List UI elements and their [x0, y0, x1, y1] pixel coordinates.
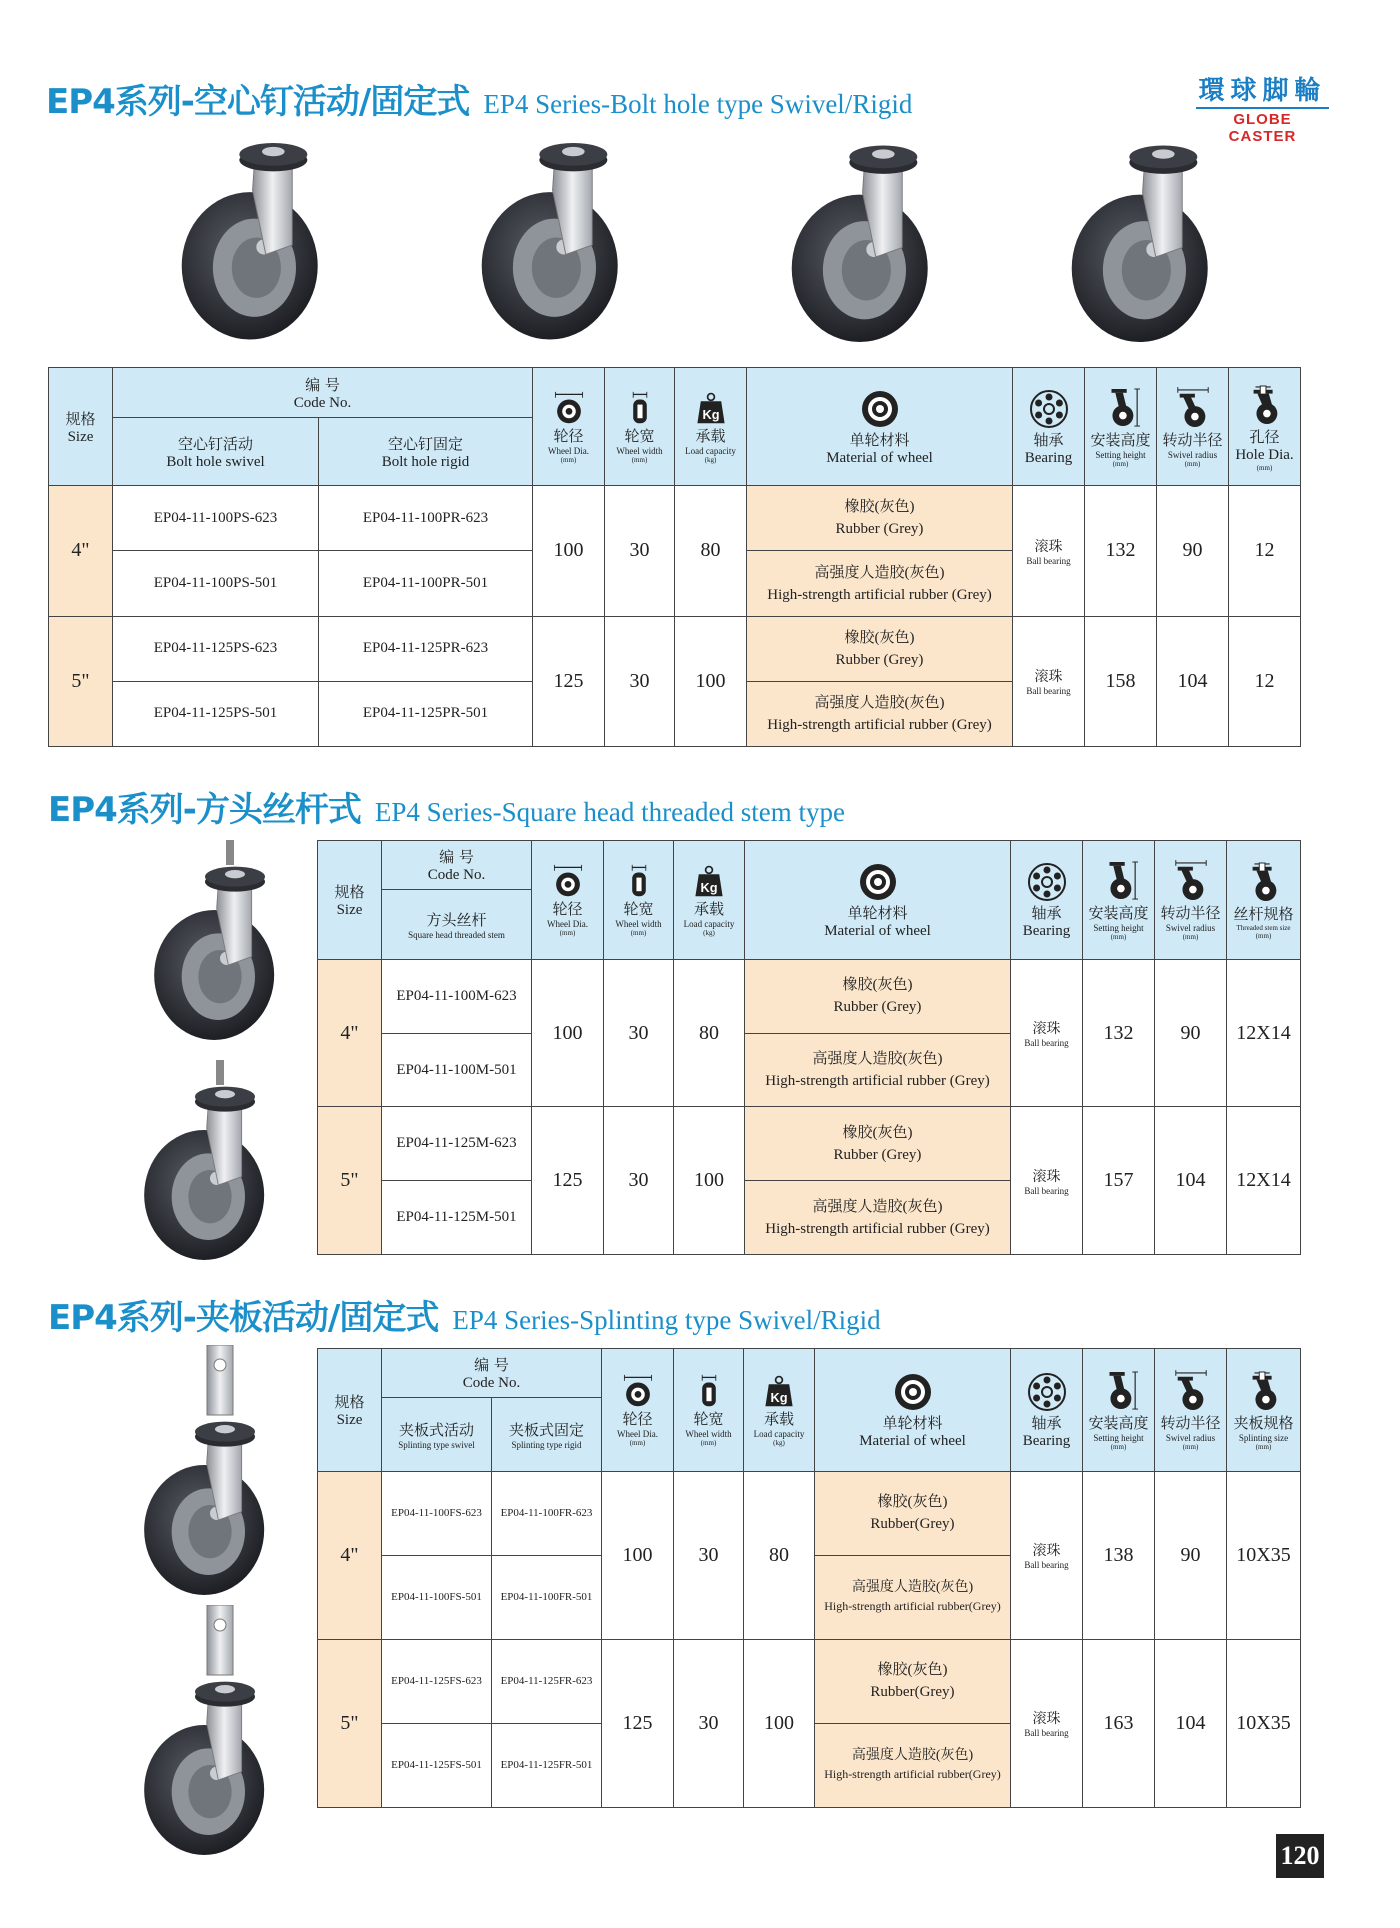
- header-load: [675, 368, 747, 486]
- load-cell: 100: [675, 616, 747, 746]
- wheel-width-icon: [622, 864, 656, 898]
- material-en: High-strength artificial rubber (Grey): [767, 716, 992, 733]
- header-mat-en: Material of wheel: [824, 922, 931, 939]
- header-col-a: [113, 418, 319, 486]
- material-cell: [815, 1471, 1011, 1555]
- bearing-cn: 滚珠: [1032, 1168, 1061, 1185]
- brand-logo: [1190, 70, 1335, 145]
- swivel-radius-cell: 90: [1155, 959, 1227, 1107]
- header-splint-cn: 夹板规格: [1233, 1414, 1294, 1433]
- code-cell: EP04-11-100PR-501: [319, 551, 533, 616]
- material-en: High-strength artificial rubber(Grey): [824, 1599, 1001, 1614]
- header-load-cn: 承载: [695, 427, 726, 446]
- size-cell: 5": [49, 616, 113, 746]
- caster-photo-bolt-1: [160, 130, 330, 345]
- hole-diameter-icon: [1246, 384, 1284, 426]
- bearing-cn: 滚珠: [1032, 1543, 1061, 1560]
- bearing-cell: [1011, 959, 1083, 1107]
- header-load-cn: 承载: [693, 900, 724, 919]
- material-cn: 高强度人造胶(灰色): [851, 1580, 974, 1596]
- header-dia-unit: (mm): [629, 1439, 646, 1448]
- wheel-width-icon: [623, 391, 657, 425]
- code-cell: EP04-11-125PS-501: [113, 681, 319, 746]
- material-en: Rubber (Grey): [835, 521, 924, 538]
- weight-kg-icon: [694, 391, 728, 425]
- header-stem-unit: (mm): [1255, 932, 1272, 941]
- table-row: [49, 616, 1301, 681]
- swivel-radius-icon: [1174, 387, 1212, 429]
- code-cell: EP04-11-100M-501: [382, 1033, 532, 1107]
- material-cn: 橡胶(灰色): [877, 1662, 948, 1679]
- swivel-radius-cell: 90: [1155, 1471, 1227, 1639]
- wheel-width-icon: [692, 1374, 726, 1408]
- material-en: Rubber(Grey): [870, 1684, 955, 1701]
- logo-en: GLOBE CASTER: [1228, 111, 1297, 145]
- header-col-a: [382, 1398, 492, 1472]
- material-cn: 橡胶(灰色): [842, 977, 913, 994]
- header-stem-cn: 丝杆规格: [1233, 905, 1294, 924]
- ball-bearing-icon: [1029, 389, 1069, 429]
- material-cn: 橡胶(灰色): [844, 629, 915, 646]
- section-3-title: [48, 1290, 881, 1339]
- header-col-a-cn: 夹板式活动: [398, 1421, 474, 1440]
- material-cn: 高强度人造胶(灰色): [812, 1198, 943, 1215]
- header-bearing: [1013, 368, 1085, 486]
- caster-photo-stem-1: [135, 840, 285, 1055]
- material-cell: [745, 959, 1011, 1033]
- header-stem-en: Threaded stem size: [1236, 924, 1291, 933]
- section-3-title-en: EP4 Series-Splinting type Swivel/Rigid: [452, 1305, 881, 1335]
- bearing-cn: 滚珠: [1034, 538, 1063, 555]
- wheel-diameter-icon: [551, 864, 585, 898]
- header-dia-cn: 轮径: [622, 1410, 653, 1429]
- header-bearing-en: Bearing: [1022, 1432, 1071, 1449]
- wheel-width-cell: 30: [674, 1471, 744, 1639]
- wheel-diameter-icon: [621, 1374, 655, 1408]
- load-cell: 80: [674, 959, 745, 1107]
- splint-size-cell: 10X35: [1227, 1471, 1301, 1639]
- size-cell: 4": [318, 1471, 382, 1639]
- section-2-title: [48, 782, 845, 831]
- header-splint-en: Splinting size: [1238, 1433, 1289, 1444]
- material-cn: 橡胶(灰色): [877, 1494, 948, 1511]
- caster-photo-bolt-3: [770, 135, 940, 345]
- section-3-title-cn: EP4系列-夹板活动/固定式: [48, 1298, 439, 1338]
- code-cell: EP04-11-100PS-623: [113, 486, 319, 551]
- header-wheel-width: [674, 1349, 744, 1472]
- header-load: [674, 841, 745, 960]
- header-bearing-en: Bearing: [1024, 449, 1073, 466]
- wheel-material-icon: [860, 389, 900, 429]
- wheel-dia-cell: 125: [602, 1639, 674, 1807]
- material-cell: [815, 1555, 1011, 1639]
- swivel-radius-cell: 104: [1157, 616, 1229, 746]
- wheel-width-cell: 30: [604, 1107, 674, 1255]
- material-cell: [745, 1107, 1011, 1181]
- material-cell: [815, 1639, 1011, 1723]
- section-1-title: [46, 74, 912, 123]
- header-load-en: Load capacity: [685, 446, 736, 457]
- swivel-radius-cell: 90: [1157, 486, 1229, 616]
- header-swr-en: Swivel radius: [1167, 450, 1218, 461]
- header-bearing-cn: 轴承: [1031, 1413, 1062, 1432]
- code-cell: EP04-11-100FS-501: [382, 1555, 492, 1639]
- header-size-en: Size: [336, 901, 363, 918]
- setting-height-cell: 132: [1085, 486, 1157, 616]
- header-col-b-en: Splinting type rigid: [511, 1440, 582, 1451]
- code-cell: EP04-11-125M-501: [382, 1181, 532, 1255]
- load-cell: 100: [744, 1639, 815, 1807]
- spec-table-splinting: [317, 1348, 1301, 1808]
- material-cell: [745, 1033, 1011, 1107]
- bearing-cn: 滚珠: [1034, 669, 1063, 686]
- ball-bearing-icon: [1027, 862, 1067, 902]
- bearing-cell: [1013, 486, 1085, 616]
- header-size-cn: 规格: [334, 1392, 365, 1411]
- header-set-cn: 安装高度: [1090, 431, 1151, 450]
- code-cell: EP04-11-125PR-501: [319, 681, 533, 746]
- header-code-cn: 编 号: [474, 1356, 509, 1375]
- header-col-b: [319, 418, 533, 486]
- header-swivel-radius: [1157, 368, 1229, 486]
- threaded-stem-icon: [1245, 861, 1283, 903]
- header-mat-cn: 单轮材料: [849, 430, 910, 449]
- caster-photo-bolt-2: [460, 130, 630, 345]
- header-width-unit: (mm): [631, 456, 648, 465]
- wheel-dia-cell: 100: [532, 959, 604, 1107]
- bearing-en: Ball bearing: [1024, 1185, 1069, 1196]
- wheel-width-cell: 30: [604, 959, 674, 1107]
- load-cell: 80: [744, 1471, 815, 1639]
- material-cn: 橡胶(灰色): [844, 499, 915, 516]
- header-wheel-dia: [533, 368, 605, 486]
- table-row: [318, 1639, 1301, 1723]
- code-cell: EP04-11-125M-623: [382, 1107, 532, 1181]
- header-code-cn: 编 号: [305, 375, 340, 394]
- header-hole-dia: [1229, 368, 1301, 486]
- size-cell: 5": [318, 1107, 382, 1255]
- header-width-cn: 轮宽: [623, 900, 654, 919]
- header-set-en: Setting height: [1093, 1433, 1144, 1444]
- header-swr-unit: (mm): [1182, 1443, 1199, 1452]
- header-size: [318, 1349, 382, 1472]
- wheel-material-icon: [858, 862, 898, 902]
- header-width-en: Wheel width: [615, 919, 662, 930]
- code-cell: EP04-11-100FR-501: [492, 1555, 602, 1639]
- header-dia-en: Wheel Dia.: [547, 919, 588, 930]
- header-code-en: Code No.: [293, 394, 352, 411]
- swivel-radius-icon: [1172, 860, 1210, 902]
- header-hole-cn: 孔径: [1249, 427, 1280, 446]
- material-en: Rubber (Grey): [833, 1146, 922, 1163]
- wheel-dia-cell: 100: [533, 486, 605, 616]
- material-en: High-strength artificial rubber (Grey): [765, 1220, 990, 1237]
- bearing-cn: 滚珠: [1032, 1711, 1061, 1728]
- header-swr-cn: 转动半径: [1162, 431, 1223, 450]
- header-swivel-radius: [1155, 841, 1227, 960]
- header-dia-cn: 轮径: [552, 900, 583, 919]
- material-cell: [747, 681, 1013, 746]
- header-code: [113, 368, 533, 418]
- size-cell: 5": [318, 1639, 382, 1807]
- hole-dia-cell: 12: [1229, 486, 1301, 616]
- code-cell: EP04-11-125PS-623: [113, 616, 319, 681]
- wheel-diameter-icon: [552, 391, 586, 425]
- section-2-title-en: EP4 Series-Square head threaded stem type: [374, 797, 846, 827]
- spec-table-bolt-hole: [48, 367, 1301, 747]
- caster-photo-splint-1: [125, 1345, 275, 1610]
- material-cn: 高强度人造胶(灰色): [812, 1051, 943, 1068]
- header-size: [49, 368, 113, 486]
- setting-height-cell: 138: [1083, 1471, 1155, 1639]
- header-material: [747, 368, 1013, 486]
- bearing-cn: 滚珠: [1032, 1021, 1061, 1038]
- table-row: [49, 486, 1301, 551]
- size-cell: 4": [49, 486, 113, 616]
- setting-height-cell: 157: [1083, 1107, 1155, 1255]
- header-code: [382, 1349, 602, 1398]
- wheel-width-cell: 30: [605, 616, 675, 746]
- stem-size-cell: 12X14: [1227, 959, 1301, 1107]
- header-code-en: Code No.: [427, 867, 486, 884]
- code-cell: EP04-11-125FR-623: [492, 1639, 602, 1723]
- size-cell: 4": [318, 959, 382, 1107]
- header-set-cn: 安装高度: [1088, 904, 1149, 923]
- header-splint-size: [1227, 1349, 1301, 1472]
- header-dia-en: Wheel Dia.: [548, 446, 589, 457]
- header-width-unit: (mm): [700, 1439, 717, 1448]
- stem-size-cell: 12X14: [1227, 1107, 1301, 1255]
- header-col-b-cn: 空心钉固定: [387, 434, 463, 453]
- header-setting-height: [1083, 841, 1155, 960]
- header-col-a-en: Splinting type swivel: [398, 1440, 475, 1451]
- header-wheel-dia: [532, 841, 604, 960]
- splint-plate-icon: [1245, 1370, 1283, 1412]
- splint-size-cell: 10X35: [1227, 1639, 1301, 1807]
- ball-bearing-icon: [1027, 1372, 1067, 1412]
- setting-height-cell: 132: [1083, 959, 1155, 1107]
- header-col-b-en: Bolt hole rigid: [381, 453, 470, 470]
- weight-kg-icon: [692, 864, 726, 898]
- bearing-cell: [1011, 1471, 1083, 1639]
- header-set-unit: (mm): [1110, 1443, 1127, 1452]
- header-setting-height: [1083, 1349, 1155, 1472]
- header-col-a-en: Bolt hole swivel: [166, 453, 265, 470]
- header-bearing: [1011, 841, 1083, 960]
- code-cell: EP04-11-125PR-623: [319, 616, 533, 681]
- header-swivel-radius: [1155, 1349, 1227, 1472]
- header-swr-unit: (mm): [1182, 933, 1199, 942]
- weight-kg-icon: [762, 1374, 796, 1408]
- header-wheel-width: [604, 841, 674, 960]
- bearing-en: Ball bearing: [1024, 1560, 1069, 1571]
- material-en: Rubber(Grey): [870, 1516, 955, 1533]
- header-mat-en: Material of wheel: [859, 1432, 966, 1449]
- header-width-unit: (mm): [630, 929, 647, 938]
- section-1-title-cn: EP4系列-空心钉活动/固定式: [46, 82, 470, 122]
- header-swr-unit: (mm): [1184, 460, 1201, 469]
- header-dia-cn: 轮径: [553, 427, 584, 446]
- header-mat-cn: 单轮材料: [882, 1413, 943, 1432]
- swivel-radius-icon: [1172, 1370, 1210, 1412]
- setting-height-cell: 163: [1083, 1639, 1155, 1807]
- section-1-title-en: EP4 Series-Bolt hole type Swivel/Rigid: [483, 89, 913, 119]
- load-cell: 80: [675, 486, 747, 616]
- bearing-en: Ball bearing: [1026, 686, 1071, 697]
- header-load-unit: (kg): [773, 1439, 785, 1448]
- header-load-en: Load capacity: [753, 1429, 805, 1440]
- header-swr-en: Swivel radius: [1165, 923, 1216, 934]
- code-cell: EP04-11-125FR-501: [492, 1723, 602, 1807]
- header-load-unit: (kg): [704, 456, 717, 465]
- code-cell: EP04-11-100PR-623: [319, 486, 533, 551]
- load-cell: 100: [674, 1107, 745, 1255]
- header-dia-unit: (mm): [560, 456, 577, 465]
- bearing-cell: [1011, 1107, 1083, 1255]
- setting-height-cell: 158: [1085, 616, 1157, 746]
- setting-height-icon: [1102, 387, 1140, 429]
- header-dia-unit: (mm): [559, 929, 576, 938]
- header-width-cn: 轮宽: [624, 427, 655, 446]
- wheel-width-cell: 30: [674, 1639, 744, 1807]
- code-cell: EP04-11-100M-623: [382, 959, 532, 1033]
- material-cell: [815, 1723, 1011, 1807]
- header-hole-unit: (mm): [1256, 463, 1273, 472]
- header-col-a-cn: 方头丝杆: [426, 911, 487, 930]
- setting-height-icon: [1100, 860, 1138, 902]
- code-cell: EP04-11-100PS-501: [113, 551, 319, 616]
- header-code: [382, 841, 532, 890]
- header-set-unit: (mm): [1112, 460, 1129, 469]
- header-material: [745, 841, 1011, 960]
- header-set-en: Setting height: [1095, 450, 1146, 461]
- wheel-dia-cell: 125: [532, 1107, 604, 1255]
- material-cn: 高强度人造胶(灰色): [814, 564, 945, 581]
- bearing-cell: [1013, 616, 1085, 746]
- header-bearing-cn: 轴承: [1033, 430, 1064, 449]
- header-width-en: Wheel width: [616, 446, 663, 457]
- material-cell: [745, 1181, 1011, 1255]
- header-stem-size: [1227, 841, 1301, 960]
- header-load-cn: 承载: [763, 1410, 794, 1429]
- header-col-a: [382, 890, 532, 960]
- material-en: Rubber (Grey): [835, 651, 924, 668]
- header-set-unit: (mm): [1110, 933, 1127, 942]
- table-row: [318, 1471, 1301, 1555]
- material-cell: [747, 616, 1013, 681]
- header-wheel-width: [605, 368, 675, 486]
- header-load-unit: (kg): [703, 929, 715, 938]
- caster-photo-splint-2: [125, 1605, 275, 1870]
- header-width-en: Wheel width: [685, 1429, 732, 1440]
- logo-cn: 環球脚輪: [1198, 76, 1327, 106]
- wheel-dia-cell: 125: [533, 616, 605, 746]
- code-cell: EP04-11-100FR-623: [492, 1471, 602, 1555]
- wheel-dia-cell: 100: [602, 1471, 674, 1639]
- table-row: [318, 959, 1301, 1033]
- header-swr-cn: 转动半径: [1160, 1414, 1221, 1433]
- header-size-cn: 规格: [65, 409, 96, 428]
- header-code-en: Code No.: [462, 1375, 521, 1392]
- header-mat-cn: 单轮材料: [847, 903, 908, 922]
- code-cell: EP04-11-100FS-623: [382, 1471, 492, 1555]
- header-load: [744, 1349, 815, 1472]
- swivel-radius-cell: 104: [1155, 1639, 1227, 1807]
- hole-dia-cell: 12: [1229, 616, 1301, 746]
- header-mat-en: Material of wheel: [826, 449, 933, 466]
- header-swr-cn: 转动半径: [1160, 904, 1221, 923]
- table-row: [318, 1107, 1301, 1181]
- header-material: [815, 1349, 1011, 1472]
- header-swr-en: Swivel radius: [1165, 1433, 1216, 1444]
- wheel-material-icon: [893, 1372, 933, 1412]
- material-en: High-strength artificial rubber(Grey): [824, 1767, 1001, 1782]
- header-col-b: [492, 1398, 602, 1472]
- section-2-title-cn: EP4系列-方头丝杆式: [48, 790, 361, 830]
- caster-photo-bolt-4: [1050, 135, 1220, 345]
- header-splint-unit: (mm): [1255, 1443, 1272, 1452]
- caster-photo-stem-2: [125, 1060, 275, 1270]
- material-cn: 高强度人造胶(灰色): [851, 1748, 974, 1764]
- code-cell: EP04-11-125FS-501: [382, 1723, 492, 1807]
- bearing-en: Ball bearing: [1024, 1038, 1069, 1049]
- header-bearing-cn: 轴承: [1031, 903, 1062, 922]
- header-bearing: [1011, 1349, 1083, 1472]
- page-number: 120: [1276, 1834, 1324, 1878]
- header-set-cn: 安装高度: [1088, 1414, 1149, 1433]
- material-cn: 橡胶(灰色): [842, 1124, 913, 1141]
- material-en: High-strength artificial rubber (Grey): [767, 586, 992, 603]
- header-setting-height: [1085, 368, 1157, 486]
- header-size-cn: 规格: [334, 882, 365, 901]
- header-wheel-dia: [602, 1349, 674, 1472]
- bearing-en: Ball bearing: [1024, 1728, 1069, 1739]
- header-col-a-en: Square head threaded stem: [408, 930, 505, 941]
- bearing-en: Ball bearing: [1026, 555, 1071, 566]
- code-cell: EP04-11-125FS-623: [382, 1639, 492, 1723]
- logo-divider: [1196, 107, 1329, 109]
- header-size: [318, 841, 382, 960]
- header-width-cn: 轮宽: [693, 1410, 724, 1429]
- setting-height-icon: [1100, 1370, 1138, 1412]
- spec-table-threaded-stem: [317, 840, 1301, 1255]
- header-col-b-cn: 夹板式固定: [508, 1421, 584, 1440]
- material-cell: [747, 486, 1013, 551]
- material-cn: 高强度人造胶(灰色): [814, 694, 945, 711]
- material-cell: [747, 551, 1013, 616]
- header-set-en: Setting height: [1093, 923, 1144, 934]
- wheel-width-cell: 30: [605, 486, 675, 616]
- header-size-en: Size: [336, 1411, 363, 1428]
- header-code-cn: 编 号: [439, 848, 474, 867]
- swivel-radius-cell: 104: [1155, 1107, 1227, 1255]
- header-dia-en: Wheel Dia.: [617, 1429, 658, 1440]
- header-load-en: Load capacity: [683, 919, 735, 930]
- material-en: Rubber (Grey): [833, 999, 922, 1016]
- header-hole-en: Hole Dia.: [1235, 446, 1294, 463]
- header-bearing-en: Bearing: [1022, 922, 1071, 939]
- material-en: High-strength artificial rubber (Grey): [765, 1073, 990, 1090]
- header-col-a-cn: 空心钉活动: [177, 434, 253, 453]
- header-size-en: Size: [67, 428, 94, 445]
- bearing-cell: [1011, 1639, 1083, 1807]
